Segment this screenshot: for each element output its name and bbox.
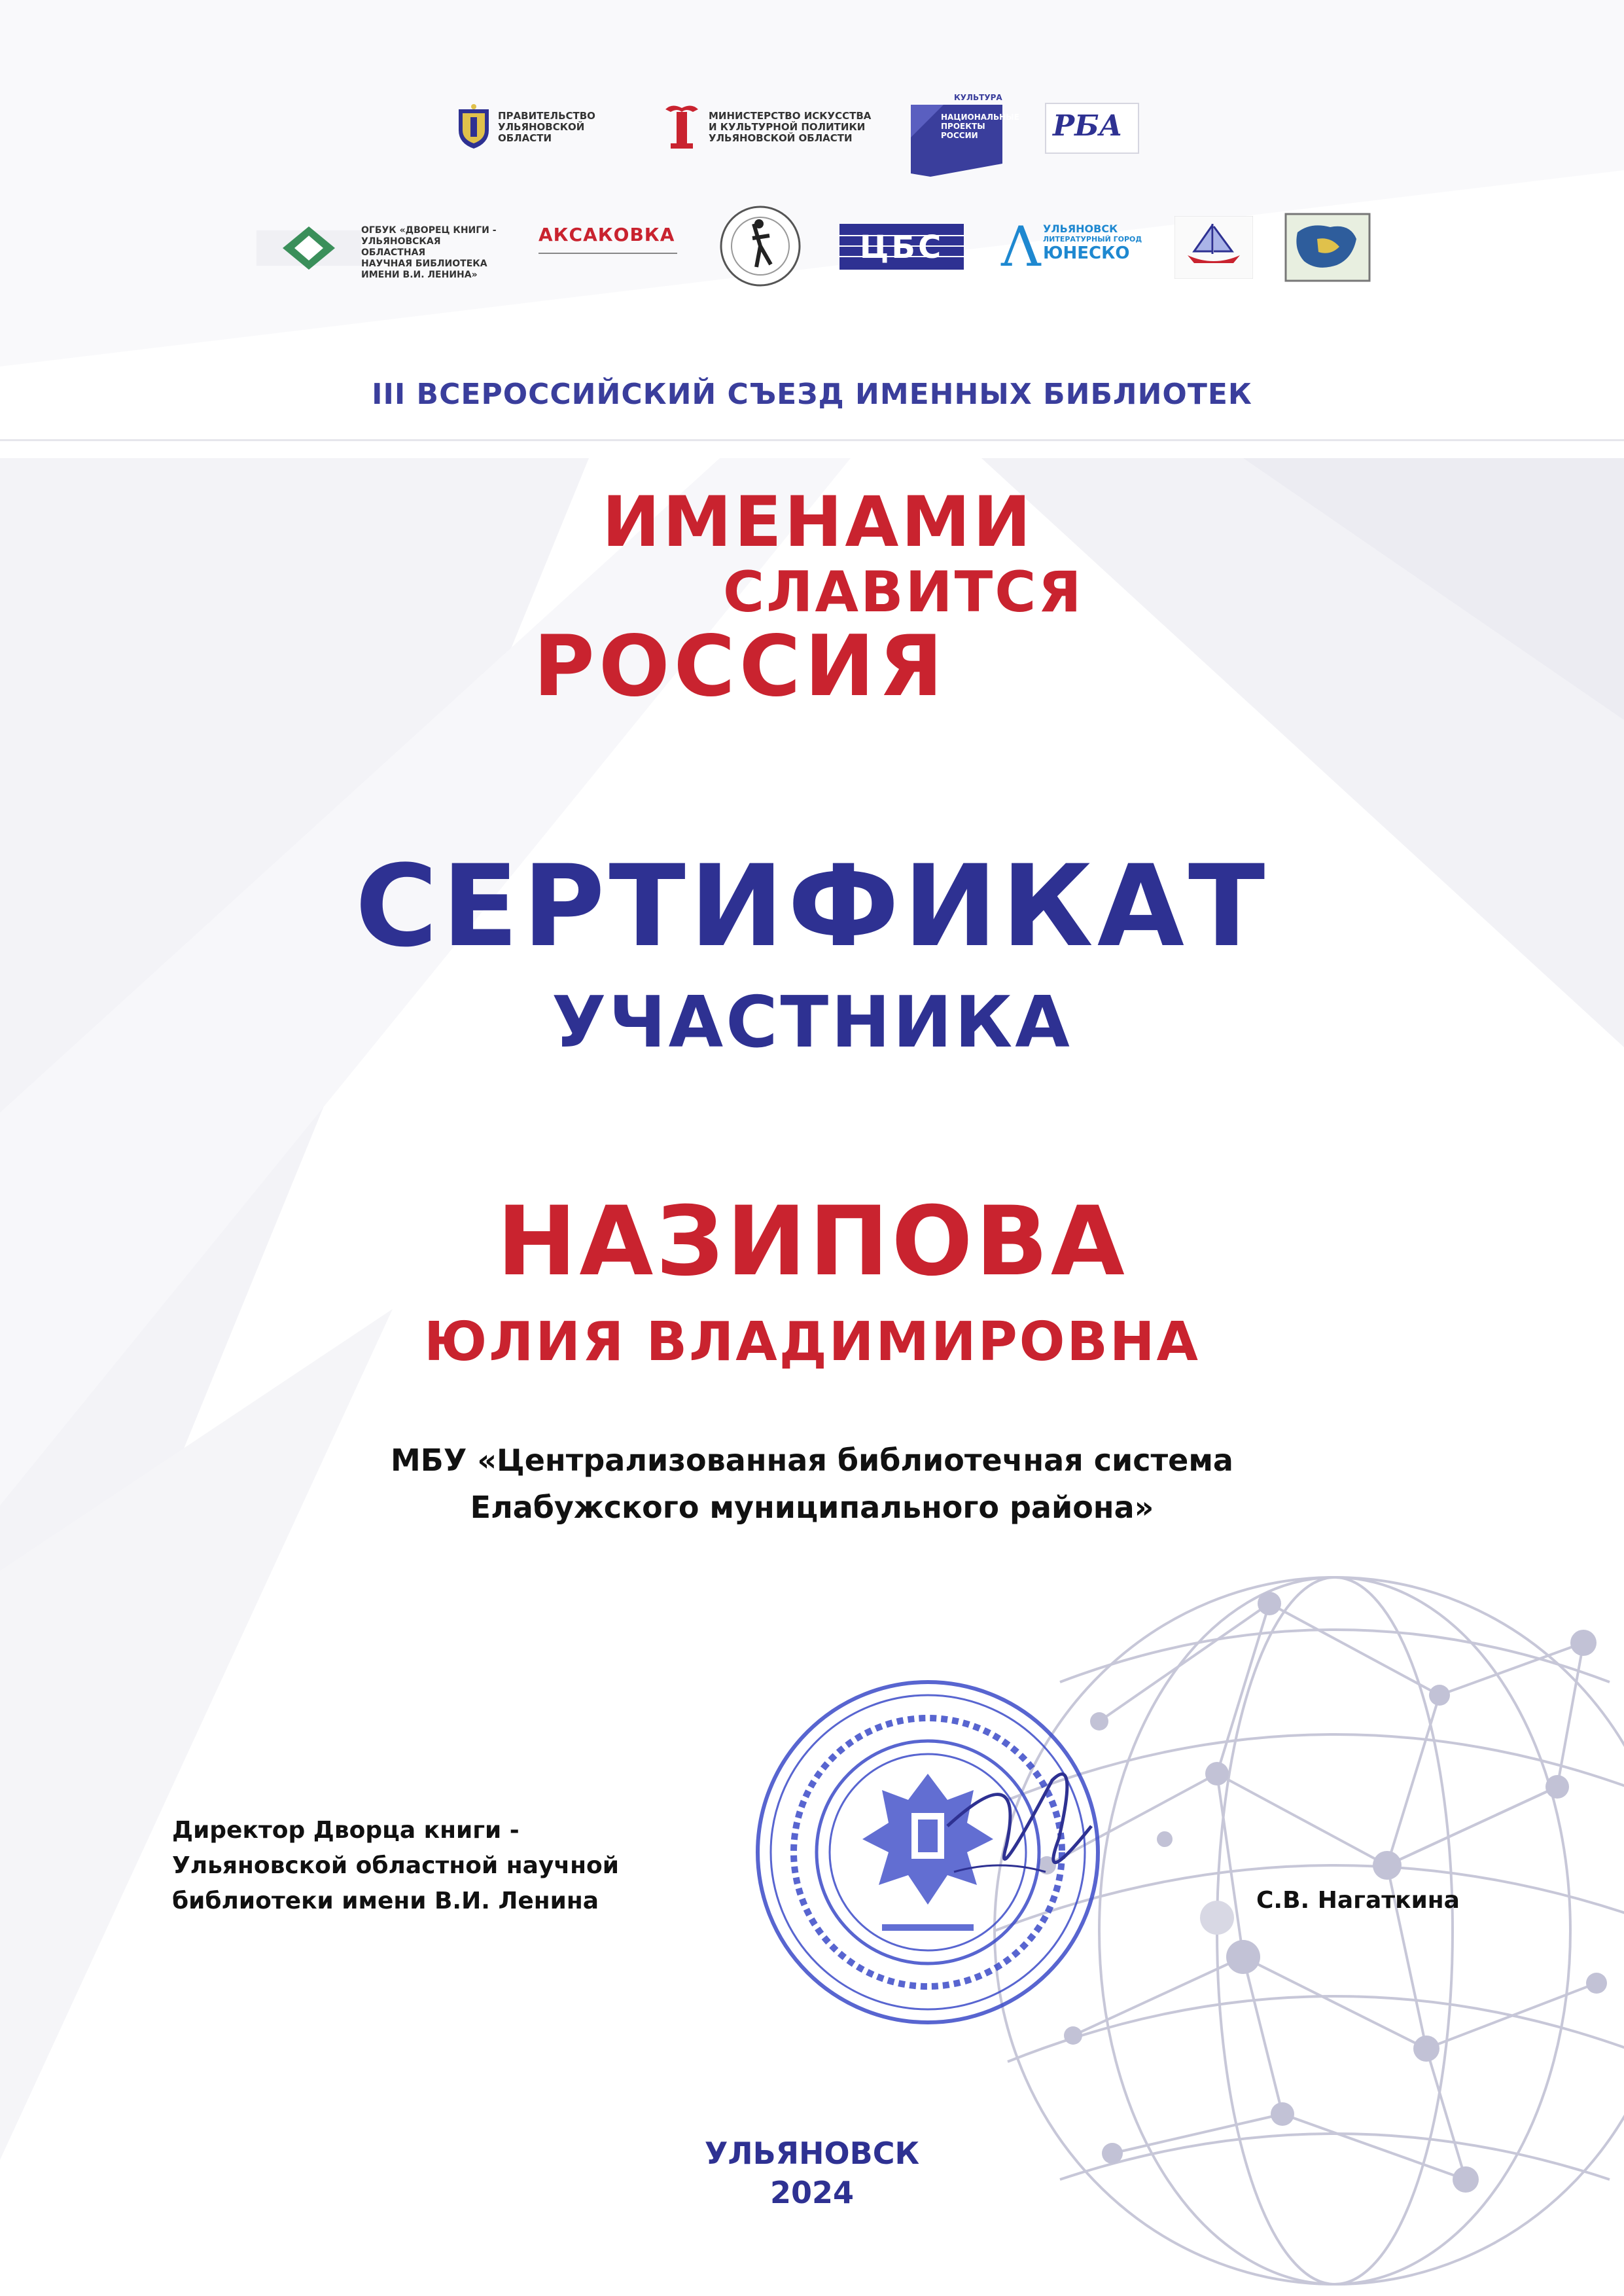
unesco-line: УЛЬЯНОВСК [1043, 223, 1118, 235]
logo-cbs [839, 221, 964, 272]
signatory-position [172, 1813, 619, 1919]
logo-ministry-line: И КУЛЬТУРНОЙ ПОЛИТИКИ [709, 121, 866, 133]
logo-ministry-culture [663, 101, 872, 154]
natproj-line: ПРОЕКТЫ [941, 122, 985, 131]
rba-text: РБА [1053, 109, 1123, 143]
header-divider [0, 439, 1624, 441]
natproj-line: НАЦИОНАЛЬНЫЕ [941, 113, 1019, 122]
natproj-line: РОССИИ [941, 131, 978, 140]
logo-unesco-city [1001, 215, 1145, 279]
logo-palace-line: ИМЕНИ В.И. ЛЕНИНА» [361, 270, 478, 280]
logo-palace-line: ОГБУК «ДВОРЕЦ КНИГИ - [361, 225, 497, 236]
congress-title: III ВСЕРОССИЙСКИЙ СЪЕЗД ИМЕННЫХ БИБЛИОТЕК [372, 378, 1252, 411]
logo-round-emblem [718, 204, 802, 288]
unesco-line: ЮНЕСКО [1043, 243, 1130, 263]
signatory-position-line: библиотеки имени В.И. Ленина [172, 1888, 599, 1914]
slogan-line-1: ИМЕНАМИ [602, 482, 1034, 562]
signatory-position-line: Ульяновской областной научной [172, 1852, 619, 1879]
logo-rba [1045, 103, 1139, 154]
column-icon [663, 103, 701, 151]
slogan-line-3: РОССИЯ [533, 618, 947, 715]
logo-palace-line: НАУЧНАЯ БИБЛИОТЕКА [361, 259, 487, 269]
organization-line-1: МБУ «Централизованная библиотечная система [391, 1443, 1233, 1478]
logo-ship-emblem [1174, 216, 1253, 279]
emblem-icon [718, 204, 802, 288]
recipient-given-name: ЮЛИЯ ВЛАДИМИРОВНА [423, 1311, 1201, 1373]
coat-of-arms-icon [456, 104, 491, 150]
logo-national-projects [904, 92, 1019, 177]
logo-gov-line: ОБЛАСТИ [498, 132, 552, 144]
logo-palace-line: УЛЬЯНОВСКАЯ ОБЛАСТНАЯ [361, 236, 441, 258]
organization-line-2: Елабужского муниципального района» [470, 1490, 1154, 1525]
unesco-line: ЛИТЕРАТУРНЫЙ ГОРОД [1043, 235, 1142, 243]
logo-map-emblem [1284, 213, 1371, 282]
slogan-line-2: СЛАВИТСЯ [723, 560, 1084, 625]
signatory-name: С.В. Нагаткина [1256, 1887, 1460, 1914]
cbs-text: ЦБС [859, 229, 944, 266]
logo-palace-of-books [256, 224, 505, 280]
logo-ministry-line: УЛЬЯНОВСКОЙ ОБЛАСТИ [709, 132, 853, 144]
palace-icon [256, 224, 361, 272]
signatory-position-line: Директор Дворца книги - [172, 1817, 520, 1844]
ship-icon [1174, 216, 1253, 279]
logo-gov-line: УЛЬЯНОВСКОЙ [498, 121, 585, 133]
lambda-icon: Λ [1001, 215, 1041, 279]
aksakovka-text: АКСАКОВКА [538, 224, 675, 245]
logo-government-ulyanovsk [456, 101, 620, 154]
certificate-subtitle: УЧАСТНИКА [552, 982, 1072, 1064]
certificate-title: СЕРТИФИКАТ [355, 840, 1269, 972]
logo-aksakovka [538, 224, 677, 264]
footer-year: 2024 [769, 2175, 855, 2210]
footer-city: УЛЬЯНОВСК [704, 2136, 920, 2171]
logo-gov-line: ПРАВИТЕЛЬСТВО [498, 110, 595, 122]
recipient-surname: НАЗИПОВА [497, 1186, 1127, 1297]
natproj-top-label: КУЛЬТУРА [954, 93, 1002, 102]
official-stamp [751, 1676, 1104, 2029]
logo-ministry-line: МИНИСТЕРСТВО ИСКУССТВА [709, 110, 872, 122]
map-icon [1284, 213, 1371, 282]
